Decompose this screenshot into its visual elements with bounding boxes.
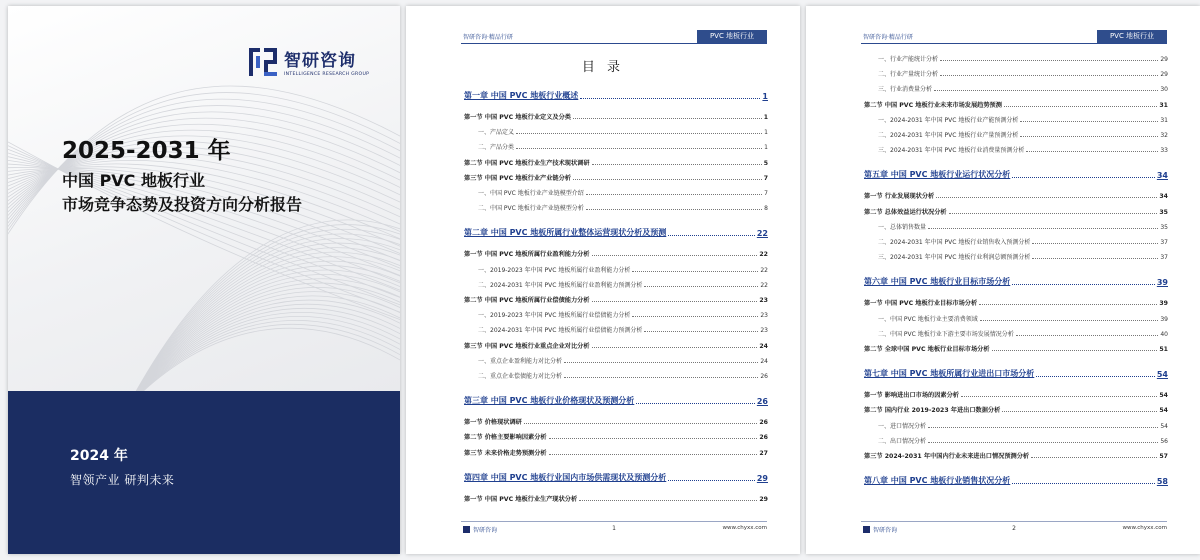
dot-leader xyxy=(1032,258,1158,259)
toc-subsection-entry[interactable] xyxy=(464,265,768,274)
dot-leader xyxy=(632,316,758,317)
toc-entry-page: 7 xyxy=(763,174,768,182)
toc-page-2 xyxy=(806,6,1200,554)
toc-entry-title: 第一节 中国 PVC 地板行业目标市场分析 xyxy=(864,300,978,308)
toc-chapter-entry[interactable] xyxy=(464,395,768,406)
toc-section-entry[interactable] xyxy=(864,298,1168,307)
toc-section-entry[interactable] xyxy=(864,100,1168,109)
dot-leader xyxy=(1012,284,1155,285)
toc-chapter-entry[interactable] xyxy=(864,169,1168,180)
toc-chapter-entry[interactable] xyxy=(864,276,1168,287)
toc-entry-title: 二、中国 PVC 地板行业产业链模型分析 xyxy=(478,205,584,213)
toc-entry-page: 35 xyxy=(1159,208,1168,216)
toc-chapter-entry[interactable] xyxy=(464,227,768,238)
toc-entry-page: 54 xyxy=(1159,407,1168,415)
toc-subsection-entry[interactable] xyxy=(464,371,768,380)
toc-subsection-entry[interactable] xyxy=(864,115,1168,124)
toc-entry-page: 5 xyxy=(763,159,768,167)
toc-subsection-entry[interactable] xyxy=(464,310,768,319)
footer-logo-text: 智研咨询 xyxy=(873,527,898,534)
toc-subsection-entry[interactable] xyxy=(864,84,1168,93)
toc-entry-title: 一、2024-2031 年中国 PVC 地板行业产能预测分析 xyxy=(878,116,1019,124)
toc-subsection-entry[interactable] xyxy=(464,142,768,151)
toc-subsection-entry[interactable] xyxy=(464,280,768,289)
toc-section-entry[interactable] xyxy=(864,207,1168,216)
toc-entry-title: 第一节 影响进出口市场的因素分析 xyxy=(864,392,959,400)
toc-entry-page: 32 xyxy=(1160,132,1168,139)
brand-name-cn: 智研咨询 xyxy=(284,51,356,71)
toc-entry-title: 第七章 中国 PVC 地板所属行业进出口市场分析 xyxy=(864,369,1035,379)
dot-leader xyxy=(1016,335,1159,336)
toc-subsection-entry[interactable] xyxy=(864,69,1168,78)
dot-leader xyxy=(979,304,1157,305)
dot-leader xyxy=(586,194,762,195)
toc-chapter-entry[interactable] xyxy=(864,475,1168,486)
toc-section-entry[interactable] xyxy=(464,173,768,182)
toc-entry-page: 29 xyxy=(1160,56,1168,63)
toc-entry-title: 第三节 中国 PVC 地板行业产业链分析 xyxy=(464,174,571,182)
toc-entry-title: 第八章 中国 PVC 地板行业销售状况分析 xyxy=(864,476,1011,486)
header-industry-tag: PVC 地板行业 xyxy=(697,30,767,43)
dot-leader xyxy=(668,480,755,481)
toc-entry-page: 34 xyxy=(1159,193,1168,201)
toc-entry-title: 第二节 中国 PVC 地板所属行业偿债能力分析 xyxy=(464,297,590,304)
dot-leader xyxy=(992,350,1158,351)
toc-entry-page: 34 xyxy=(1156,171,1168,181)
dot-leader xyxy=(1020,121,1158,122)
dot-leader xyxy=(632,271,758,272)
page-number: 1 xyxy=(612,525,616,532)
toc-entry-page: 24 xyxy=(759,342,768,350)
cover-date: 2024 年 xyxy=(70,448,128,464)
toc-entry-title: 第二节 价格主要影响因素分析 xyxy=(464,434,547,442)
dot-leader xyxy=(592,164,762,165)
cover-title-line1: 中国 PVC 地板行业 xyxy=(62,171,205,190)
dot-leader xyxy=(980,320,1159,321)
dot-leader xyxy=(940,75,1158,76)
toc-entry-page: 40 xyxy=(1160,330,1168,338)
toc-entry-page: 1 xyxy=(762,92,768,101)
toc-entry-title: 二、重点企业偿债能力对比分析 xyxy=(478,373,563,380)
toc-entry-title: 第一节 价格现状调研 xyxy=(464,419,522,427)
cover-lower-band xyxy=(8,391,400,554)
dot-leader xyxy=(580,98,760,99)
toc-entry-title: 一、产品定义 xyxy=(478,129,515,137)
toc-section-entry[interactable] xyxy=(464,341,768,350)
toc-entry-title: 第二节 全球中国 PVC 地板行业目标市场分析 xyxy=(864,346,990,353)
dot-leader xyxy=(1012,483,1155,484)
toc-entry-page: 27 xyxy=(759,449,768,457)
toc-entry-title: 三、行业消费量分析 xyxy=(878,86,933,94)
toc-section-entry[interactable] xyxy=(864,451,1168,460)
toc-section-entry[interactable] xyxy=(864,191,1168,200)
toc-entry-page: 57 xyxy=(1159,453,1168,460)
toc-entry-page: 26 xyxy=(759,419,768,427)
toc-section-entry[interactable] xyxy=(864,344,1168,353)
dot-leader xyxy=(1012,177,1155,178)
cover-title-line2: 市场竞争态势及投资方向分析报告 xyxy=(62,195,303,214)
dot-leader xyxy=(592,255,758,256)
toc-chapter-entry[interactable] xyxy=(864,368,1168,379)
toc-entry-title: 二、2024-2031 年中国 PVC 地板行业产量预测分析 xyxy=(878,132,1019,139)
toc-section-entry[interactable] xyxy=(864,390,1168,399)
dot-leader xyxy=(573,179,762,180)
toc-subsection-entry[interactable] xyxy=(864,145,1168,154)
toc-chapter-entry[interactable] xyxy=(464,90,768,101)
toc-entry-title: 第六章 中国 PVC 地板行业目标市场分析 xyxy=(864,277,1011,287)
footer-logo-text: 智研咨询 xyxy=(473,527,498,534)
toc-subsection-entry[interactable] xyxy=(464,203,768,212)
toc-subsection-entry[interactable] xyxy=(464,188,768,197)
toc-entry-title: 第三节 中国 PVC 地板行业重点企业对比分析 xyxy=(464,342,590,350)
toc-entry-title: 第二章 中国 PVC 地板所属行业整体运营现状分析及预测 xyxy=(464,228,667,238)
toc-entry-title: 第三节 2024-2031 年中国内行业未来进出口情况预测分析 xyxy=(864,453,1030,460)
dot-leader xyxy=(928,442,1158,443)
toc-entry-page: 31 xyxy=(1160,116,1168,124)
dot-leader xyxy=(516,133,762,134)
toc-subsection-entry[interactable] xyxy=(864,237,1168,246)
toc-title: 目 录 xyxy=(581,60,625,75)
dot-leader xyxy=(592,347,758,348)
dot-leader xyxy=(940,60,1158,61)
toc-entry-title: 一、2019-2023 年中国 PVC 地板所属行业盈利能力分析 xyxy=(478,266,631,274)
dot-leader xyxy=(516,148,762,149)
toc-entry-page: 22 xyxy=(756,229,768,239)
toc-section-entry[interactable] xyxy=(864,405,1168,414)
toc-entry-page: 54 xyxy=(1159,392,1168,400)
toc-subsection-entry[interactable] xyxy=(864,222,1168,231)
toc-section-entry[interactable] xyxy=(464,417,768,426)
toc-subsection-entry[interactable] xyxy=(864,329,1168,338)
toc-entry-page: 8 xyxy=(764,205,768,213)
toc-entry-page: 51 xyxy=(1159,346,1168,353)
toc-subsection-entry[interactable] xyxy=(864,252,1168,261)
toc-entry-page: 29 xyxy=(756,473,768,483)
header-brand: 智研咨询·精品行研 xyxy=(463,34,513,41)
toc-entry-title: 二、2024-2031 年中国 PVC 地板所属行业偿债能力预测分析 xyxy=(478,327,643,335)
toc-entry-page: 33 xyxy=(1160,147,1168,155)
toc-entry-page: 30 xyxy=(1160,86,1168,94)
toc-entry-title: 三、2024-2031 年中国 PVC 地板行业消费量预测分析 xyxy=(878,147,1025,155)
toc-page-1 xyxy=(406,6,800,554)
page-footer xyxy=(461,521,767,535)
toc-entry-page: 23 xyxy=(760,327,768,335)
dot-leader xyxy=(949,213,1158,214)
toc-entry-title: 第一节 中国 PVC 地板所属行业盈利能力分析 xyxy=(464,251,590,259)
toc-entry-page: 26 xyxy=(756,397,768,407)
toc-entry-page: 1 xyxy=(763,114,768,121)
toc-chapter-entry[interactable] xyxy=(464,472,768,483)
toc-subsection-entry[interactable] xyxy=(464,127,768,136)
toc-section-entry[interactable] xyxy=(464,494,768,503)
dot-leader xyxy=(1032,243,1158,244)
toc-entry-page: 29 xyxy=(759,495,768,503)
dot-leader xyxy=(592,301,758,302)
toc-subsection-entry[interactable] xyxy=(464,356,768,365)
page-header xyxy=(861,30,1167,44)
toc-entry-title: 第三章 中国 PVC 地板行业价格现状及预测分析 xyxy=(464,396,635,406)
toc-entry-title: 一、行业产能统计分析 xyxy=(878,56,939,63)
dot-leader xyxy=(586,209,762,210)
cover-slogan: 智领产业 研判未来 xyxy=(70,473,175,487)
dot-leader xyxy=(644,331,758,332)
toc-section-entry[interactable] xyxy=(464,295,768,304)
toc-section-entry[interactable] xyxy=(464,249,768,258)
toc-entry-title: 第二节 中国 PVC 地板行业未来市场发展趋势预测 xyxy=(864,101,1002,109)
toc-entry-page: 31 xyxy=(1159,101,1168,109)
dot-leader xyxy=(934,90,1158,91)
toc-entry-title: 第一节 中国 PVC 地板行业定义及分类 xyxy=(464,114,571,121)
toc-entry-page: 26 xyxy=(760,373,768,380)
toc-entry-page: 23 xyxy=(759,297,768,304)
brand-mark-icon xyxy=(248,47,278,77)
toc-entry-page: 23 xyxy=(760,312,768,320)
toc-entry-title: 一、总体销售数量 xyxy=(878,223,927,231)
toc-entry-title: 二、产品分类 xyxy=(478,144,515,152)
toc-subsection-entry[interactable] xyxy=(864,421,1168,430)
toc-subsection-entry[interactable] xyxy=(864,314,1168,323)
toc-entry-page: 35 xyxy=(1160,223,1168,231)
toc-entry-title: 二、2024-2031 年中国 PVC 地板行业销售收入预测分析 xyxy=(878,239,1031,246)
toc-entry-title: 第四章 中国 PVC 地板行业国内市场供需现状及预测分析 xyxy=(464,472,667,482)
toc-subsection-entry[interactable] xyxy=(864,130,1168,139)
dot-leader xyxy=(1036,376,1155,377)
dot-leader xyxy=(644,286,758,287)
cover-page xyxy=(8,6,400,554)
toc-entry-title: 第五章 中国 PVC 地板行业运行状况分析 xyxy=(864,170,1011,180)
toc-entry-page: 54 xyxy=(1160,422,1168,430)
cover-upper-area xyxy=(8,6,400,391)
toc-entry-title: 第一节 中国 PVC 地板行业生产现状分析 xyxy=(464,495,578,503)
dot-leader xyxy=(928,427,1158,428)
dot-leader xyxy=(524,423,758,424)
toc-section-entry[interactable] xyxy=(464,432,768,441)
toc-entry-page: 56 xyxy=(1160,437,1168,445)
page-footer xyxy=(861,521,1167,535)
toc-entry-title: 第二节 国内行业 2019-2023 年进出口数据分析 xyxy=(864,407,1001,415)
toc-entry-title: 一、中国 PVC 地板行业主要消费领域 xyxy=(878,315,978,323)
toc-entry-page: 54 xyxy=(1156,370,1168,380)
toc-entry-title: 二、中国 PVC 地板行业下游主要市场发展情况分析 xyxy=(878,330,1014,338)
toc-entry-title: 第二节 中国 PVC 地板行业生产技术现状调研 xyxy=(464,159,590,167)
toc-section-entry[interactable] xyxy=(464,448,768,457)
cover-year-range: 2025-2031 年 xyxy=(62,138,231,164)
dot-leader xyxy=(1002,411,1157,412)
toc-entry-title: 一、中国 PVC 地板行业产业链模型介绍 xyxy=(478,190,584,197)
toc-entry-title: 第三节 未来价格走势预测分析 xyxy=(464,449,547,457)
toc-entry-title: 第一节 行业发展现状分析 xyxy=(864,193,935,201)
toc-entry-page: 7 xyxy=(764,190,768,197)
dot-leader xyxy=(1026,151,1158,152)
toc-entry-title: 一、2019-2023 年中国 PVC 地板所属行业偿债能力分析 xyxy=(478,312,631,320)
dot-leader xyxy=(961,396,1157,397)
toc-entry-page: 39 xyxy=(1160,315,1168,323)
toc-entry-page: 58 xyxy=(1156,477,1168,487)
toc-entry-page: 29 xyxy=(1160,71,1168,79)
toc-entry-page: 39 xyxy=(1159,300,1168,308)
toc-entry-title: 三、2024-2031 年中国 PVC 地板行业利润总额预测分析 xyxy=(878,254,1031,262)
dot-leader xyxy=(668,235,755,236)
page-header xyxy=(461,30,767,44)
footer-website: www.chyxx.com xyxy=(722,525,767,531)
toc-entry-title: 一、进口情况分析 xyxy=(878,422,927,430)
dot-leader xyxy=(573,118,762,119)
dot-leader xyxy=(636,403,755,404)
footer-website: www.chyxx.com xyxy=(1122,525,1167,531)
toc-entry-page: 37 xyxy=(1160,239,1168,246)
dot-leader xyxy=(1031,457,1157,458)
toc-entry-page: 1 xyxy=(764,144,768,152)
toc-subsection-entry[interactable] xyxy=(464,325,768,334)
dot-leader xyxy=(564,362,758,363)
toc-section-entry[interactable] xyxy=(464,112,768,121)
toc-entry-page: 39 xyxy=(1156,278,1168,288)
dot-leader xyxy=(564,377,758,378)
dot-leader xyxy=(928,228,1158,229)
header-brand: 智研咨询·精品行研 xyxy=(863,34,913,41)
brand-logo xyxy=(248,46,369,77)
header-industry-tag: PVC 地板行业 xyxy=(1097,30,1167,43)
toc-entry-title: 一、重点企业盈利能力对比分析 xyxy=(478,357,563,365)
toc-entry-title: 第二节 总体效益运行状况分析 xyxy=(864,208,947,216)
dot-leader xyxy=(936,197,1157,198)
toc-entry-title: 二、出口情况分析 xyxy=(878,437,927,445)
dot-leader xyxy=(579,500,757,501)
dot-leader xyxy=(1004,106,1157,107)
toc-entry-page: 24 xyxy=(760,357,768,365)
toc-entry-page: 22 xyxy=(760,281,768,289)
toc-entry-page: 22 xyxy=(759,251,768,259)
toc-entry-title: 二、行业产量统计分析 xyxy=(878,71,939,79)
toc-section-entry[interactable] xyxy=(464,158,768,167)
toc-entry-page: 22 xyxy=(760,266,768,274)
toc-subsection-entry[interactable] xyxy=(864,436,1168,445)
page-number: 2 xyxy=(1012,525,1016,532)
brand-name-en: INTELLIGENCE RESEARCH GROUP xyxy=(284,72,370,77)
toc-subsection-entry[interactable] xyxy=(864,54,1168,63)
toc-entry-title: 二、2024-2031 年中国 PVC 地板所属行业盈利能力预测分析 xyxy=(478,281,643,289)
dot-leader xyxy=(549,438,758,439)
toc-entry-page: 1 xyxy=(764,129,768,137)
toc-entry-page: 26 xyxy=(759,434,768,442)
toc-entry-title: 第一章 中国 PVC 地板行业概述 xyxy=(464,91,579,100)
dot-leader xyxy=(1020,136,1158,137)
toc-entry-page: 37 xyxy=(1160,254,1168,262)
dot-leader xyxy=(549,454,758,455)
